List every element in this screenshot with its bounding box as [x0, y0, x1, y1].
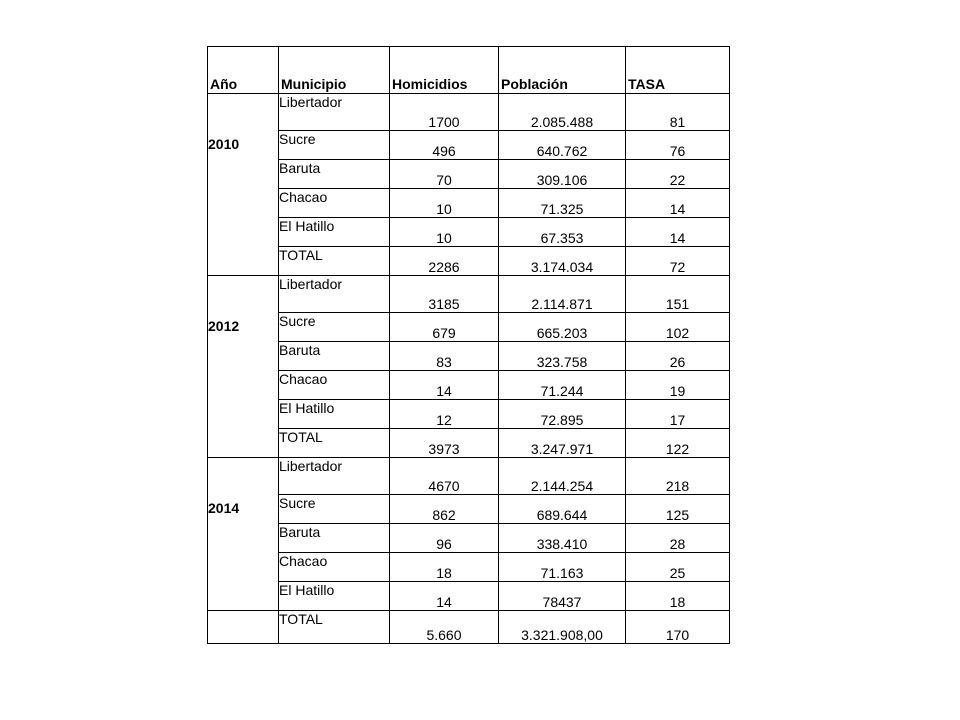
tasa-cell: 125: [626, 495, 730, 524]
homicidios-cell: 12: [390, 400, 499, 429]
table-row: [208, 276, 730, 313]
municipio-cell: TOTAL: [279, 429, 390, 458]
homicidios-cell: 96: [390, 524, 499, 553]
poblacion-cell: 3.174.034: [499, 247, 626, 276]
tasa-cell: 17: [626, 400, 730, 429]
table-row: [208, 553, 730, 582]
homicidios-cell: 18: [390, 553, 499, 582]
poblacion-cell: 3.247.971: [499, 429, 626, 458]
tasa-cell: 19: [626, 371, 730, 400]
poblacion-cell: 323.758: [499, 342, 626, 371]
header-ano: Año: [208, 47, 279, 94]
tasa-cell: 102: [626, 313, 730, 342]
year-label: 2012: [208, 318, 240, 334]
year-cell: [208, 94, 279, 276]
homicidios-cell: 70: [390, 160, 499, 189]
municipio-cell: TOTAL: [279, 247, 390, 276]
municipio-cell: Baruta: [279, 160, 390, 189]
table-row: [208, 458, 730, 495]
header-tasa: TASA: [626, 47, 730, 94]
poblacion-cell: 2.144.254: [499, 458, 626, 495]
tasa-cell: 25: [626, 553, 730, 582]
homicidios-cell: 14: [390, 371, 499, 400]
municipio-cell: Sucre: [279, 131, 390, 160]
municipio-cell: El Hatillo: [279, 218, 390, 247]
year-label: 2010: [208, 136, 240, 152]
municipio-cell: Chacao: [279, 553, 390, 582]
poblacion-cell: 2.114.871: [499, 276, 626, 313]
table-row: [208, 218, 730, 247]
year-label: 2014: [208, 500, 240, 516]
municipio-cell: Sucre: [279, 495, 390, 524]
homicidios-cell: 3973: [390, 429, 499, 458]
table-row: [208, 495, 730, 524]
poblacion-cell: 71.244: [499, 371, 626, 400]
tasa-cell: 26: [626, 342, 730, 371]
municipio-cell: Libertador: [279, 94, 390, 131]
homicidios-cell: 10: [390, 218, 499, 247]
header-municipio: Municipio: [279, 47, 390, 94]
tasa-cell: 18: [626, 582, 730, 611]
poblacion-cell: 71.163: [499, 553, 626, 582]
tasa-cell: 151: [626, 276, 730, 313]
homicidios-cell: 10: [390, 189, 499, 218]
municipio-cell: TOTAL: [279, 611, 390, 644]
table-row: [208, 429, 730, 458]
municipio-cell: Chacao: [279, 371, 390, 400]
homicidios-cell: 2286: [390, 247, 499, 276]
poblacion-cell: 309.106: [499, 160, 626, 189]
homicidios-cell: 14: [390, 582, 499, 611]
table-row: [208, 313, 730, 342]
homicidios-cell: 862: [390, 495, 499, 524]
table-row: [208, 611, 730, 644]
poblacion-cell: 689.644: [499, 495, 626, 524]
municipio-cell: Chacao: [279, 189, 390, 218]
municipio-cell: Baruta: [279, 524, 390, 553]
municipio-cell: El Hatillo: [279, 400, 390, 429]
homicidios-cell: 83: [390, 342, 499, 371]
year-cell-empty: [208, 611, 279, 644]
table-row: [208, 189, 730, 218]
poblacion-cell: 72.895: [499, 400, 626, 429]
table-row: [208, 400, 730, 429]
poblacion-cell: 338.410: [499, 524, 626, 553]
table-row: [208, 371, 730, 400]
municipio-cell: Sucre: [279, 313, 390, 342]
tasa-cell: 218: [626, 458, 730, 495]
poblacion-cell: 67.353: [499, 218, 626, 247]
tasa-cell: 122: [626, 429, 730, 458]
homicidios-cell: 5.660: [390, 611, 499, 644]
municipio-cell: Libertador: [279, 276, 390, 313]
table-row: [208, 131, 730, 160]
table-row: [208, 342, 730, 371]
tasa-cell: 14: [626, 189, 730, 218]
table-row: [208, 582, 730, 611]
table-row: [208, 524, 730, 553]
poblacion-cell: 2.085.488: [499, 94, 626, 131]
table-row: [208, 247, 730, 276]
header-homicidios: Homicidios: [390, 47, 499, 94]
tasa-cell: 76: [626, 131, 730, 160]
header-row: [208, 47, 730, 94]
tasa-cell: 170: [626, 611, 730, 644]
tasa-cell: 14: [626, 218, 730, 247]
poblacion-cell: 3.321.908,00: [499, 611, 626, 644]
year-cell: [208, 458, 279, 611]
poblacion-cell: 640.762: [499, 131, 626, 160]
tasa-cell: 28: [626, 524, 730, 553]
poblacion-cell: 78437: [499, 582, 626, 611]
homicidios-cell: 3185: [390, 276, 499, 313]
municipio-cell: El Hatillo: [279, 582, 390, 611]
homicidios-cell: 496: [390, 131, 499, 160]
homicidios-cell: 679: [390, 313, 499, 342]
homicidios-cell: 4670: [390, 458, 499, 495]
homicidios-cell: 1700: [390, 94, 499, 131]
table-row: [208, 94, 730, 131]
year-cell: [208, 276, 279, 458]
header-poblacion: Población: [499, 47, 626, 94]
municipio-cell: Baruta: [279, 342, 390, 371]
table-row: [208, 160, 730, 189]
tasa-cell: 22: [626, 160, 730, 189]
tasa-cell: 72: [626, 247, 730, 276]
tasa-cell: 81: [626, 94, 730, 131]
poblacion-cell: 71.325: [499, 189, 626, 218]
poblacion-cell: 665.203: [499, 313, 626, 342]
homicide-table: [207, 46, 730, 644]
municipio-cell: Libertador: [279, 458, 390, 495]
